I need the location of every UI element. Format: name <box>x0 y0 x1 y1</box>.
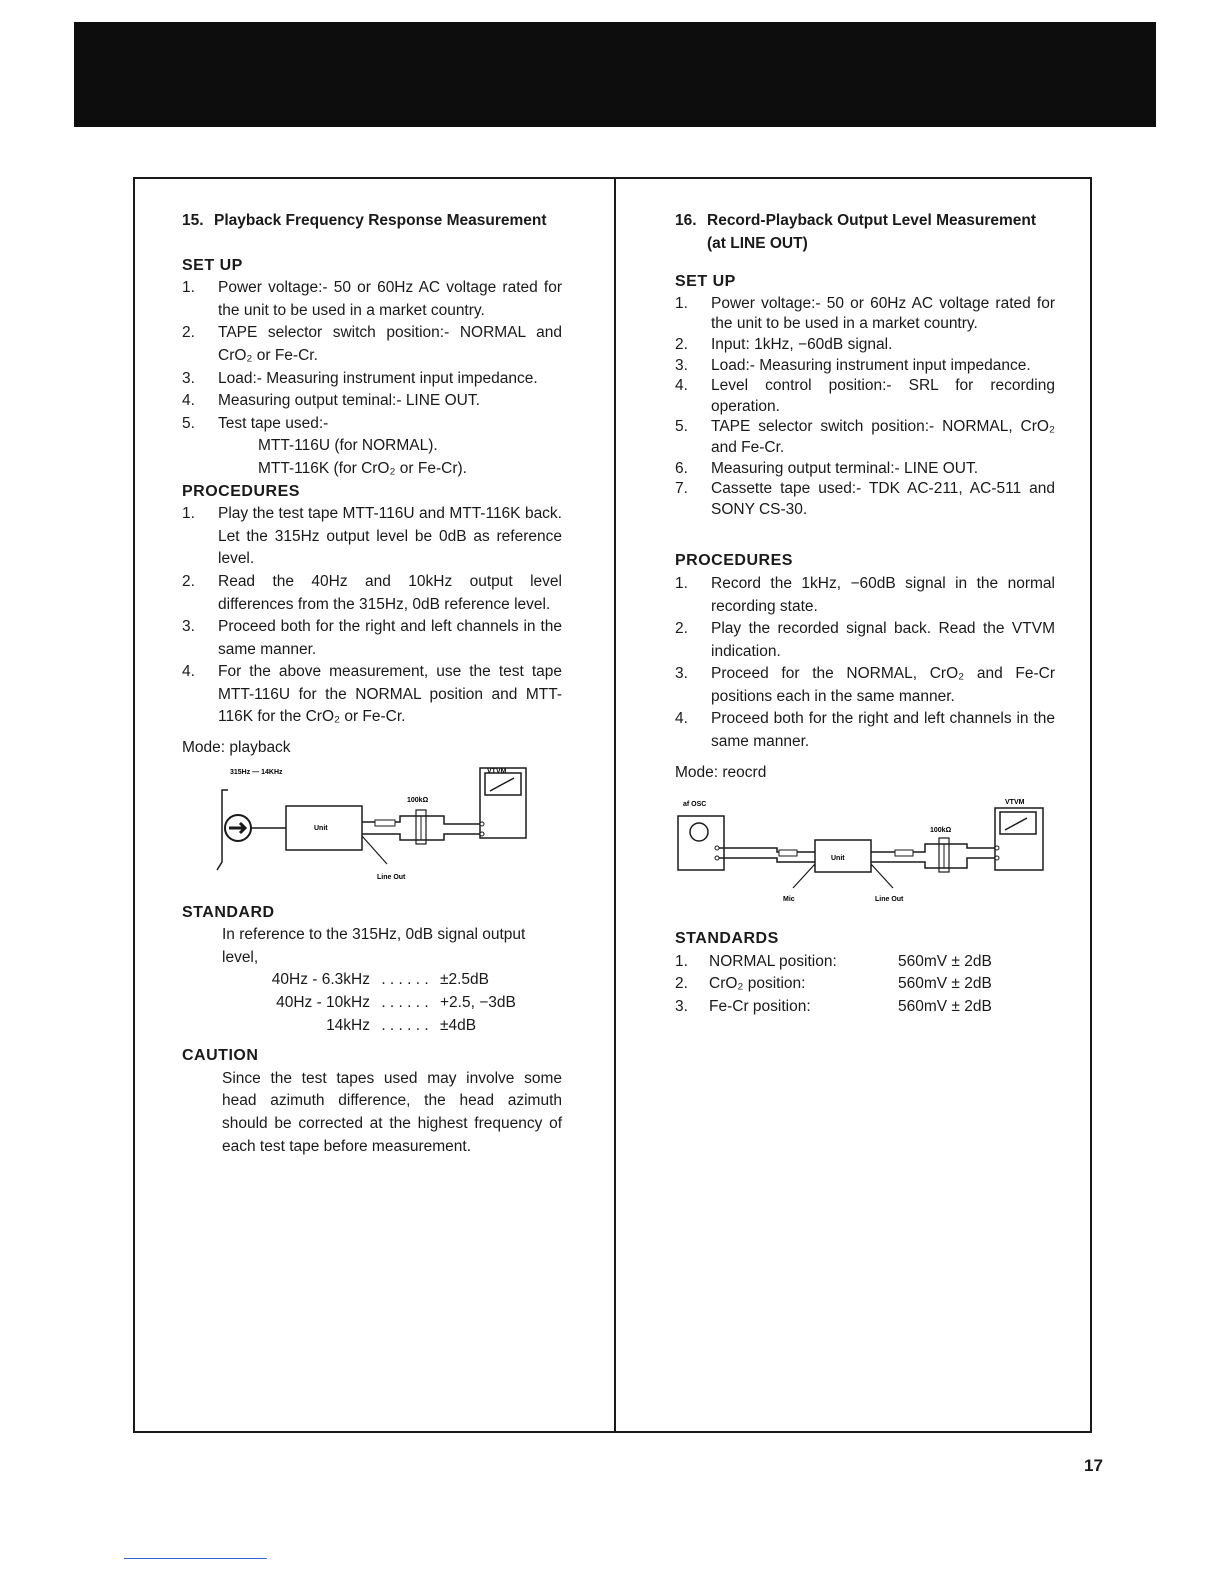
line-out-label: Line Out <box>377 873 406 881</box>
section-title-text: Playback Frequency Response Measurement <box>214 212 547 229</box>
section-15 <box>182 210 562 1158</box>
freq-label: 315Hz — 14KHz <box>230 768 283 776</box>
standard-rows <box>182 969 562 1037</box>
tape-line: MTT-116U (for NORMAL). <box>258 437 438 455</box>
section-number: 15. <box>182 212 204 229</box>
list-item: 2. Input: 1kHz, −60dB signal. <box>675 335 893 353</box>
arrow-right-icon <box>229 823 245 833</box>
setup-heading: SET UP <box>675 273 736 291</box>
list-item: 3. Load:- Measuring instrument input impedance. <box>182 369 538 387</box>
list-item: 1. Play the test tape MTT-116U and MTT-116K back. Let the 315Hz output level be 0dB as reference level. <box>182 505 562 568</box>
page-number: 17 <box>1084 1456 1103 1475</box>
list-item: 1. Power voltage:- 50 or 60Hz AC voltage rated for the unit to be used in a market country. <box>675 294 1055 333</box>
section-number: 16. <box>675 212 697 229</box>
section-title-cont: (at LINE OUT) <box>707 234 808 252</box>
procedures-list <box>182 503 562 729</box>
standard-row: 40Hz - 10kHz . . . . . . +2.5, −3dB <box>276 994 516 1012</box>
caution-heading: CAUTION <box>182 1047 259 1065</box>
list-item: 2. TAPE selector switch position:- NORMAL and CrO₂ or Fe-Cr. <box>182 324 562 364</box>
standards-heading: STANDARDS <box>675 930 779 948</box>
setup-list <box>675 294 1055 521</box>
list-item: 6. Measuring output terminal:- LINE OUT. <box>675 459 979 477</box>
section-title-text: Record-Playback Output Level Measurement <box>707 212 1037 229</box>
setup-heading: SET UP <box>182 256 243 274</box>
section-16 <box>675 210 1055 1019</box>
header-bar <box>74 22 1156 127</box>
setup-list <box>182 277 562 435</box>
list-item: 5. TAPE selector switch position:- NORMAL, CrO₂ and Fe-Cr. <box>675 418 1055 456</box>
mode-label: Mode: reocrd <box>675 763 767 781</box>
procedures-heading: PROCEDURES <box>675 552 793 570</box>
playback-diagram <box>182 760 542 884</box>
list-item: 4. Measuring output teminal:- LINE OUT. <box>182 392 480 410</box>
mic-label: Mic <box>783 896 795 904</box>
standard-intro: In reference to the 315Hz, 0dB signal output level, <box>222 926 526 966</box>
footer-line <box>124 1558 267 1559</box>
list-item: 3. Load:- Measuring instrument input impedance. <box>675 356 1031 374</box>
caution-text: Since the test tapes used may involve some head azimuth difference, the head azimuth should be corrected at the highest frequency of each test tape before measurement. <box>222 1069 562 1155</box>
oscillator-icon <box>690 823 708 841</box>
list-item: 4. Level control position:- SRL for recording operation. <box>675 377 1055 415</box>
table-row: 2. CrO₂ position: 560mV ± 2dB <box>675 975 992 993</box>
oscillator-box <box>678 816 724 870</box>
resistor-label: 100kΩ <box>407 796 429 804</box>
section-15-title <box>182 210 562 233</box>
list-item: 3. Proceed both for the right and left channels in the same manner. <box>182 618 562 658</box>
standards-table <box>675 951 1055 1019</box>
standard-row: 14kHz . . . . . . ±4dB <box>326 1016 477 1034</box>
procedures-heading: PROCEDURES <box>182 482 300 500</box>
standard-row: 40Hz - 6.3kHz . . . . . . ±2.5dB <box>271 971 490 989</box>
list-item: 4. For the above measurement, use the test tape MTT-116U for the NORMAL position and MTT-116K for the CrO₂ or Fe-Cr. <box>182 663 562 726</box>
record-playback-diagram <box>675 784 1055 906</box>
procedures-list <box>675 573 1055 754</box>
osc-label: af OSC <box>683 801 707 809</box>
list-item: 4. Proceed both for the right and left channels in the same manner. <box>675 710 1055 751</box>
resistor-label: 100kΩ <box>930 827 952 835</box>
section-16-title <box>675 210 1055 255</box>
list-item: 1. Power voltage:- 50 or 60Hz AC voltage rated for the unit to be used in a market country. <box>182 279 562 319</box>
standard-heading: STANDARD <box>182 903 275 921</box>
column-divider <box>614 177 616 1433</box>
list-item: 2. Read the 40Hz and 10kHz output level differences from the 315Hz, 0dB reference level. <box>182 572 562 613</box>
vtvm-label: VTVM <box>487 767 507 775</box>
unit-label: Unit <box>831 855 845 863</box>
vtvm-box <box>480 768 526 838</box>
list-item: 2. Play the recorded signal back. Read the VTVM indication. <box>675 620 1055 660</box>
table-row: 3. Fe-Cr position: 560mV ± 2dB <box>675 998 992 1016</box>
line-out-label: Line Out <box>875 896 904 904</box>
mode-label: Mode: playback <box>182 739 291 757</box>
list-item: 5. Test tape used:- <box>182 414 329 432</box>
test-tape-bracket <box>217 790 228 870</box>
tape-line: MTT-116K (for CrO₂ or Fe-Cr). <box>258 459 467 477</box>
vtvm-label: VTVM <box>1005 799 1025 807</box>
list-item: 7. Cassette tape used:- TDK AC-211, AC-511 and SONY CS-30. <box>675 480 1055 518</box>
unit-label: Unit <box>314 824 328 832</box>
table-row: 1. NORMAL position: 560mV ± 2dB <box>675 952 992 970</box>
list-item: 3. Proceed for the NORMAL, CrO₂ and Fe-Cr positions each in the same manner. <box>675 665 1055 705</box>
list-item: 1. Record the 1kHz, −60dB signal in the normal recording state. <box>675 574 1055 615</box>
